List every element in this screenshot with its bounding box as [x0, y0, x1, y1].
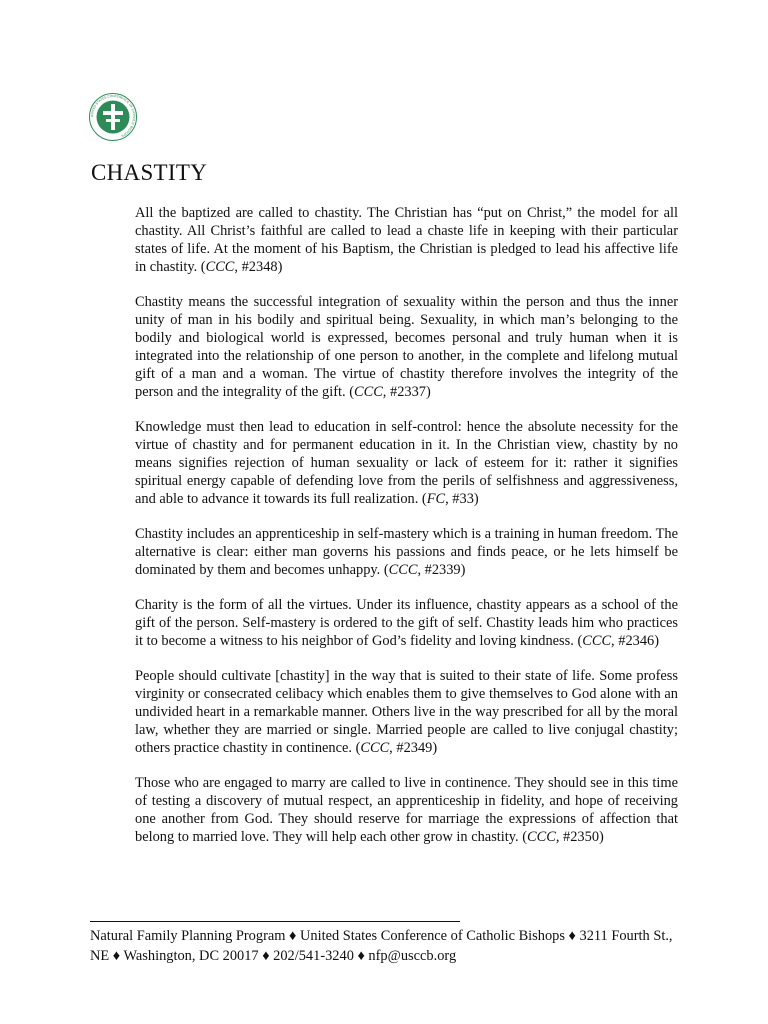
- citation-source: CCC: [388, 562, 418, 578]
- paragraph-text: People should cultivate [chastity] in the way that is suited to their state of life. Some profess virginity or consecrated celibacy which enables them to give themselves to God alone with an undivided heart in a remarkable manner. Others live in the way prescribed for all by the moral law, whether they are married or single. Married people are called to live conjugal chastity; others practice chastity in continence. (: [135, 668, 678, 756]
- paragraph: [135, 418, 678, 508]
- footer-divider: [90, 921, 460, 922]
- paragraph-text: Knowledge must then lead to education in self-control: hence the absolute necessity for the virtue of chastity and for permanent education in it. In the Christian view, chastity by no means signifies rejection of human sexuality or lack of esteem for it: rather it signifies spiritual energy capable of defending love from the perils of selfishness and aggressiveness, and able to advance it towards its full realization. (: [135, 419, 678, 507]
- paragraph-text: Charity is the form of all the virtues. Under its influence, chastity appears as a school of the gift of the person. Self-mastery is ordered to the gift of self. Chastity leads him who practices it to become a witness to his neighbor of God’s fidelity and loving kindness. (: [135, 597, 678, 649]
- paragraph-text: Chastity includes an apprenticeship in self-mastery which is a training in human freedom. The alternative is clear: either man governs his passions and finds peace, or he lets himself be dominated by them and becomes unhappy. (: [135, 526, 678, 578]
- citation-source: CCC: [360, 740, 390, 756]
- citation-source: FC: [426, 491, 446, 507]
- page-title: CHASTITY: [91, 160, 208, 185]
- paragraph-text: Chastity means the successful integration of sexuality within the person and thus the inner unity of man in his bodily and spiritual being. Sexuality, in which man’s belonging to the bodily and biological world is expressed, becomes personal and truly human when it is integrated into the relationship of one person to another, in the complete and lifelong mutual gift of a man and a woman. The virtue of chastity therefore involves the integrity of the person and the integrality of the gift. (: [135, 294, 678, 400]
- usccb-logo: [88, 92, 138, 142]
- paragraph: [135, 596, 678, 650]
- citation-ref: , #2346): [611, 633, 660, 649]
- paragraph: [135, 204, 678, 276]
- citation-ref: , #2337): [382, 384, 431, 400]
- document-body: [135, 204, 678, 863]
- logo-ring-text: UNITED STATES CONFERENCE OF CATHOLIC BISHOPS: [89, 93, 137, 139]
- citation-ref: , #2348): [234, 259, 283, 275]
- citation-source: CCC: [582, 633, 612, 649]
- paragraph: [135, 525, 678, 579]
- citation-ref: , #2350): [555, 829, 604, 845]
- citation-source: CCC: [354, 384, 383, 400]
- footer-contact: Natural Family Planning Program ♦ United States Conference of Catholic Bishops ♦ 3211 Fourth St., NE ♦ Washington, DC 20017 ♦ 202/541-3240 ♦ nfp@usccb.org: [90, 928, 673, 964]
- citation-source: CCC: [527, 829, 556, 845]
- citation-ref: , #2339): [417, 562, 466, 578]
- citation-ref: , #2349): [389, 740, 438, 756]
- citation-ref: , #33): [445, 491, 479, 507]
- paragraph: [135, 667, 678, 757]
- paragraph-text: Those who are engaged to marry are called to live in continence. They should see in this time of testing a discovery of mutual respect, an apprenticeship in fidelity, and hope of receiving one another from God. They should reserve for marriage the expressions of affection that belong to married love. They will help each other grow in chastity. (: [135, 775, 678, 845]
- paragraph: [135, 293, 678, 401]
- usccb-cross-seal-icon: [88, 92, 138, 142]
- citation-source: CCC: [205, 259, 235, 275]
- paragraph-text: All the baptized are called to chastity. The Christian has “put on Christ,” the model for all chastity. All Christ’s faithful are called to lead a chaste life in keeping with their particular states of life. At the moment of his Baptism, the Christian is pledged to lead his affective life in chastity. (: [135, 205, 678, 275]
- paragraph: [135, 774, 678, 846]
